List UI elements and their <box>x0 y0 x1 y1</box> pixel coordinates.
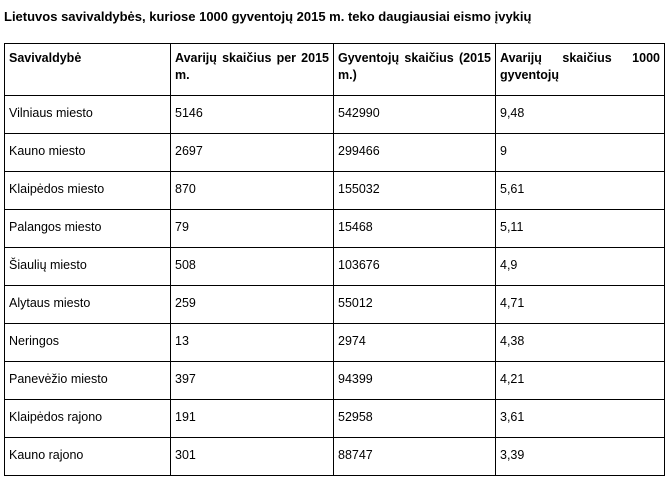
header-accidents-2015: Avarijų skaičius per 2015 m. <box>171 44 334 96</box>
cell-accidents: 191 <box>171 400 334 438</box>
cell-population: 94399 <box>334 362 496 400</box>
cell-population: 2974 <box>334 324 496 362</box>
header-accidents-per-1000: Avarijų skaičius 1000 gyventojų <box>496 44 665 96</box>
cell-municipality: Palangos miesto <box>5 210 171 248</box>
cell-accidents: 5146 <box>171 96 334 134</box>
document-title: Lietuvos savivaldybės, kuriose 1000 gyventojų 2015 m. teko daugiausiai eismo įvykių <box>4 9 532 24</box>
cell-per-1000: 9 <box>496 134 665 172</box>
cell-population: 15468 <box>334 210 496 248</box>
cell-population: 299466 <box>334 134 496 172</box>
cell-per-1000: 3,39 <box>496 438 665 476</box>
table-row <box>5 400 665 438</box>
cell-accidents: 2697 <box>171 134 334 172</box>
cell-accidents: 79 <box>171 210 334 248</box>
cell-population: 88747 <box>334 438 496 476</box>
table-header-row <box>5 44 665 96</box>
header-population-2015: Gyventojų skaičius (2015 m.) <box>334 44 496 96</box>
cell-per-1000: 9,48 <box>496 96 665 134</box>
table-row <box>5 134 665 172</box>
cell-accidents: 508 <box>171 248 334 286</box>
cell-municipality: Alytaus miesto <box>5 286 171 324</box>
cell-per-1000: 3,61 <box>496 400 665 438</box>
header-municipality: Savivaldybė <box>5 44 171 96</box>
cell-municipality: Vilniaus miesto <box>5 96 171 134</box>
cell-per-1000: 4,9 <box>496 248 665 286</box>
cell-municipality: Panevėžio miesto <box>5 362 171 400</box>
table-row <box>5 286 665 324</box>
cell-municipality: Kauno miesto <box>5 134 171 172</box>
cell-accidents: 397 <box>171 362 334 400</box>
cell-municipality: Neringos <box>5 324 171 362</box>
cell-population: 155032 <box>334 172 496 210</box>
cell-accidents: 13 <box>171 324 334 362</box>
cell-per-1000: 4,71 <box>496 286 665 324</box>
cell-per-1000: 5,61 <box>496 172 665 210</box>
cell-per-1000: 4,21 <box>496 362 665 400</box>
table-row <box>5 210 665 248</box>
cell-population: 52958 <box>334 400 496 438</box>
accidents-table <box>4 43 665 476</box>
cell-population: 542990 <box>334 96 496 134</box>
table-row <box>5 362 665 400</box>
cell-population: 55012 <box>334 286 496 324</box>
table-row <box>5 438 665 476</box>
cell-population: 103676 <box>334 248 496 286</box>
table-row <box>5 96 665 134</box>
cell-municipality: Klaipėdos miesto <box>5 172 171 210</box>
cell-municipality: Klaipėdos rajono <box>5 400 171 438</box>
cell-municipality: Šiaulių miesto <box>5 248 171 286</box>
cell-accidents: 259 <box>171 286 334 324</box>
table-row <box>5 324 665 362</box>
table-row <box>5 172 665 210</box>
cell-accidents: 301 <box>171 438 334 476</box>
cell-per-1000: 4,38 <box>496 324 665 362</box>
cell-municipality: Kauno rajono <box>5 438 171 476</box>
cell-accidents: 870 <box>171 172 334 210</box>
table-row <box>5 248 665 286</box>
cell-per-1000: 5,11 <box>496 210 665 248</box>
